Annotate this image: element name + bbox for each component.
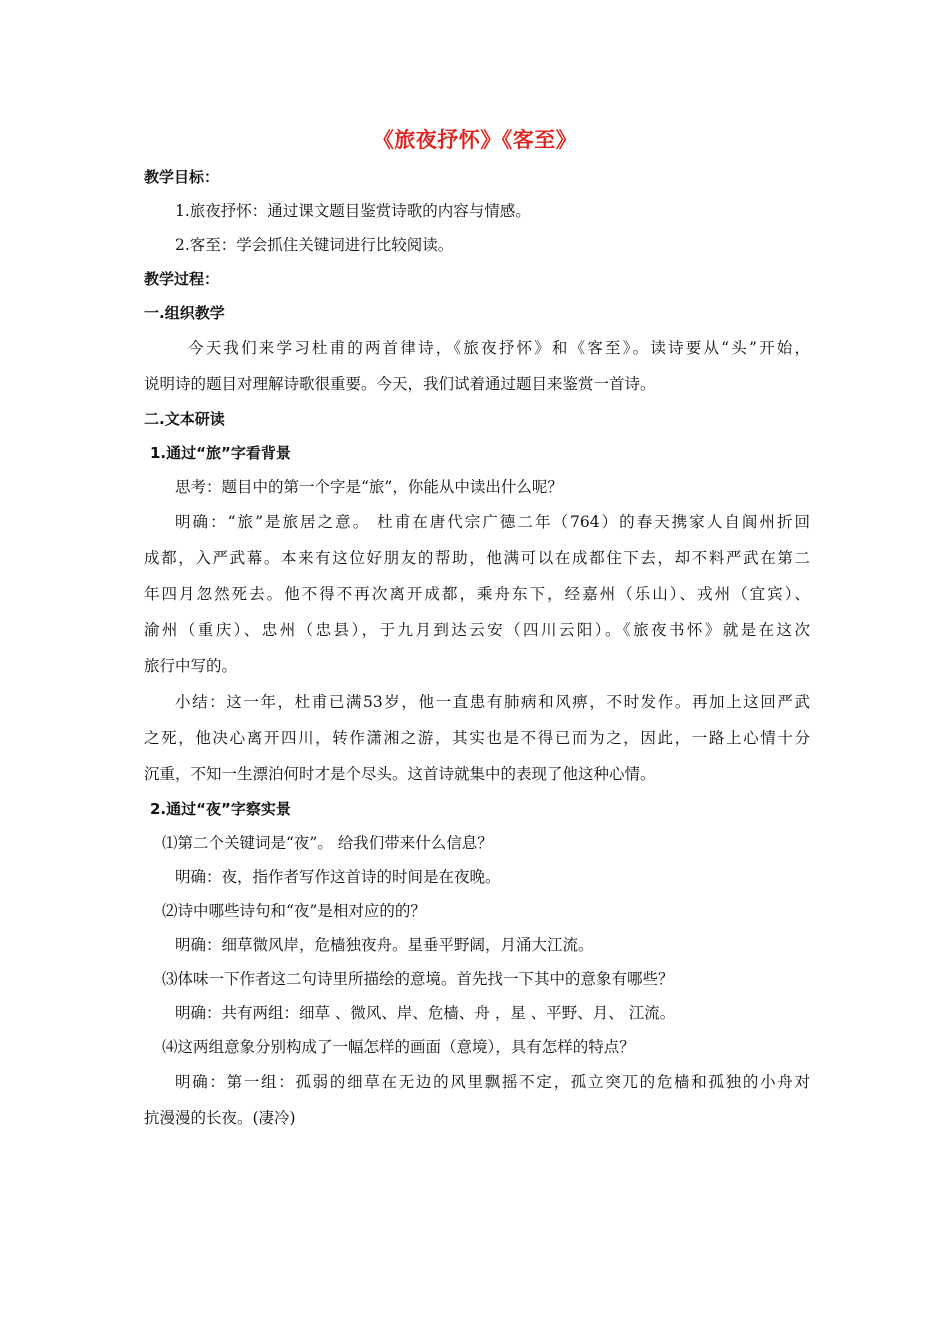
paragraph-line: 成都，入严武幕。本来有这位好朋友的帮助，他满可以在成都住下去，却不料严武在第二 (144, 549, 810, 567)
paragraph-line: 思考：题目中的第一个字是“旅”，你能从中读出什么呢？ (175, 478, 563, 496)
goals-heading: 教学目标： (144, 168, 220, 186)
document-title: 《旅夜抒怀》《客至》 (372, 128, 578, 152)
paragraph-line: 沉重，不知一生漂泊何时才是个尽头。这首诗就集中的表现了他这种心情。 (144, 765, 656, 783)
paragraph-line: 渝州（重庆）、忠州（忠县），于九月到达云安（四川云阳）。《旅夜书怀》就是在这次 (144, 621, 810, 639)
answer-line: 抗漫漫的长夜。(凄冷) (144, 1109, 296, 1127)
paragraph-line: 年四月忽然死去。他不得不再次离开成都，乘舟东下，经嘉州（乐山）、戎州（宜宾）、 (144, 585, 810, 603)
paragraph-line: 小结：这一年，杜甫已满53岁，他一直患有肺病和风痹，不时发作。再加上这回严武 (175, 693, 810, 711)
question-line: ⑴第二个关键词是“夜”。 给我们带来什么信息？ (162, 834, 493, 852)
section-heading: 一.组织教学 (144, 304, 225, 322)
process-heading: 教学过程： (144, 270, 220, 288)
paragraph-line: 今天我们来学习杜甫的两首律诗，《旅夜抒怀》和《客至》。读诗要从“头”开始， (188, 339, 810, 357)
goal-item: 1.旅夜抒怀：通过课文题目鉴赏诗歌的内容与情感。 (175, 202, 531, 220)
paragraph-line: 之死，他决心离开四川，转作潇湘之游，其实也是不得已而为之，因此，一路上心情十分 (144, 729, 810, 747)
document-body (144, 160, 810, 1136)
paragraph-line: 说明诗的题目对理解诗歌很重要。今天，我们试着通过题目来鉴赏一首诗。 (144, 375, 656, 393)
answer-line: 明确：第一组：孤弱的细草在无边的风里飘摇不定，孤立突兀的危樯和孤独的小舟对 (175, 1073, 810, 1091)
answer-line: 明确：夜，指作者写作这首诗的时间是在夜晚。 (175, 868, 501, 886)
subsection-heading: 2.通过“夜”字察实景 (150, 800, 291, 818)
answer-line: 明确：细草微风岸，危樯独夜舟。星垂平野阔，月涌大江流。 (175, 936, 594, 954)
question-line: ⑵诗中哪些诗句和“夜”是相对应的的？ (162, 902, 426, 920)
goal-item: 2.客至：学会抓住关键词进行比较阅读。 (175, 236, 454, 254)
section-heading: 二.文本研读 (144, 410, 225, 428)
question-line: ⑷这两组意象分别构成了一幅怎样的画面（意境），具有怎样的特点？ (162, 1038, 635, 1056)
paragraph-line: 旅行中写的。 (144, 657, 238, 675)
paragraph-line: 明确：“旅”是旅居之意。 杜甫在唐代宗广德二年（764）的春天携家人自阆州折回 (175, 513, 810, 531)
subsection-heading: 1.通过“旅”字看背景 (150, 444, 291, 462)
answer-line: 明确：共有两组：细草 、微风、岸、危樯、舟 ，星 、平野、月、 江流。 (175, 1004, 676, 1022)
question-line: ⑶体味一下作者这二句诗里所描绘的意境。首先找一下其中的意象有哪些？ (162, 970, 674, 988)
